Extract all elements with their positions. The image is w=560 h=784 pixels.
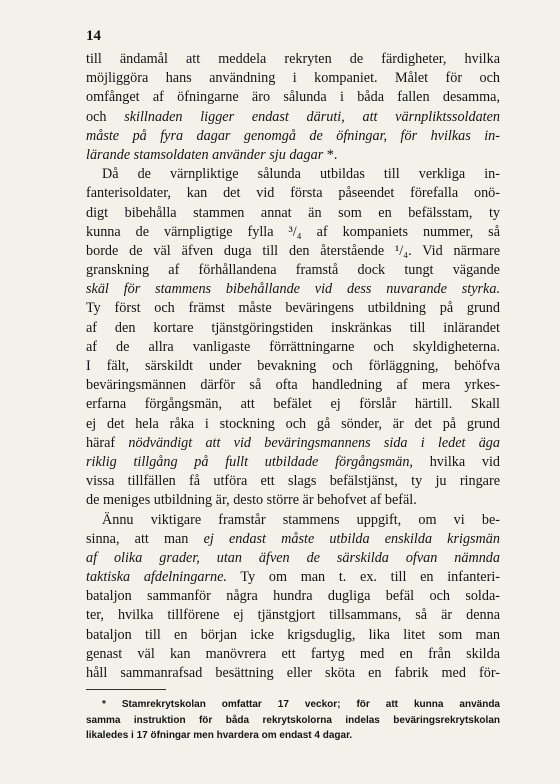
body-text [86,50,500,683]
text-line: lärande stamsoldaten använder sju dagar *. [86,146,338,163]
text-line: Ty först och främst måste beväringens utbildning på grund [86,300,500,317]
text-line: skäl för stammens bibehållande vid dess nuvarande styrka. [86,281,500,298]
footnote-rule [86,689,166,690]
text-line: de meniges utbildning är, desto större är behofvet af befäl. [86,492,417,509]
text-line: erfarna förgångsmän, att befälet ej förslår härtill. Skall [86,396,500,413]
text-line: Ännu viktigare framstår stammens uppgift, om vi be- [102,511,500,528]
text-line: beväringsmännen därför så ofta handledning af mera yrkes- [86,377,500,394]
text-line: af olika grader, utan äfven de särskilda ofvan nämnda [86,549,500,566]
text-line: häraf nödvändigt att vid beväringsmannens sida i ledet äga [86,434,500,451]
text-line: bataljon till en början icke krigsduglig, lika litet som man [86,626,500,643]
text-line: Då de värnpliktige sålunda utbildas till verkliga in- [102,166,500,183]
text-line: sinna, att man ej endast måste utbilda enskilda krigsmän [86,530,500,547]
text-line: omfånget af öfningarne äro sålunda i båda fallen desamma, [86,89,500,106]
text-line: af de allra vanligaste förrättningarne och skyldigheterna. [86,338,500,355]
text-line: vissa tillfällen få utföra ett slags befälstjänst, ty ju ringare [86,473,500,490]
text-line: möjliggöra hans användning i kompaniet. Målet för och [86,70,500,87]
text-line: måste på fyra dagar genomgå de öfningar, för hvilkas in- [86,127,500,144]
text-line: taktiska afdelningarne. Ty om man t. ex. till en infanteri- [86,569,500,586]
page-number: 14 [86,28,101,44]
text-line: bataljon sammanför några hundra dugliga befäl och solda- [86,588,500,605]
text-line: till ändamål att meddela rekryten de färdigheter, hvilka [86,51,500,67]
footnote-line: samma instruktion för båda rekrytskolorna indelas beväringsrekrytskolan [86,714,500,726]
text-line: af den kortare tjänstgöringstiden inskränkas till inlärandet [86,319,500,336]
text-line: borde de väl äfven duga till den återstående ¹/₄. Vid närmare [86,242,500,259]
text-line: digt bibehålla stammen annat än som en befälsstam, ty [86,204,500,221]
text-line: fanterisoldater, kan det vid första påseendet förefalla onö- [86,185,500,202]
text-line: genast väl kan manövrera ett fartyg med en från skilda [86,645,500,662]
footnote [86,697,500,744]
text-line: riklig tillgång på fullt utbildade förgångsmän, hvilka vid [86,453,500,470]
text-line: kunna de värnpligtige fylla ³/₄ af kompaniets nummer, så [86,223,500,240]
text-line: I fält, särskildt under bevakning och förläggning, behöfva [86,358,500,374]
footnote-line: * Stamrekrytskolan omfattar 17 veckor; för att kunna använda [102,699,500,710]
text-line: ej det hela råka i stockning och gå sönder, är det på grund [86,415,500,432]
text-line: granskning af förhållandena framstå dock tungt vägande [86,262,500,279]
text-line: ter, hvilka tillförene ej tjänstgjort tillsammans, så är denna [86,607,500,624]
footnote-line: likaledes i 17 öfningar men hvardera om endast 4 dagar. [86,730,353,741]
text-line: håll sammanrafsad besättning eller sköta en fabrik med för- [86,665,500,681]
text-line: och skillnaden ligger endast däruti, att värnpliktssoldaten [86,108,500,125]
